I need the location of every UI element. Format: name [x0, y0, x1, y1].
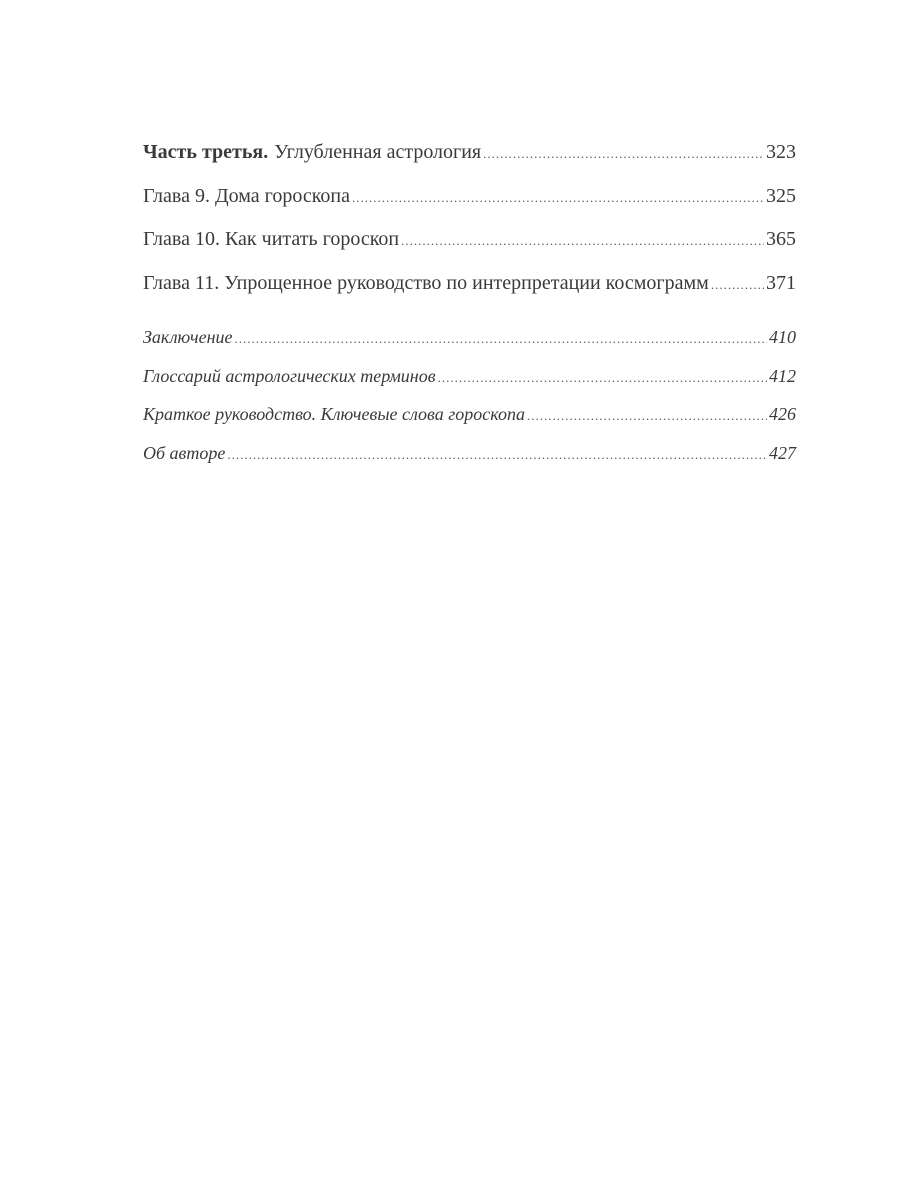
toc-entry-about-author[interactable]	[143, 440, 796, 479]
toc-entry-part-three[interactable]	[143, 137, 796, 181]
dot-leader	[352, 183, 764, 213]
dot-leader	[438, 365, 767, 391]
entry-title: Об авторе	[143, 442, 226, 463]
dot-leader	[483, 139, 764, 169]
toc-entry-conclusion[interactable]	[143, 324, 796, 363]
entry-title: Краткое руководство. Ключевые слова гороскопа	[143, 404, 525, 424]
table-of-contents	[143, 137, 796, 478]
dot-leader	[711, 270, 764, 300]
toc-entry-chapter-10[interactable]	[143, 224, 796, 268]
toc-back-matter-section	[143, 324, 796, 478]
part-label: Часть третья.	[143, 141, 269, 163]
entry-title: Заключение	[143, 327, 233, 347]
toc-entry-chapter-9[interactable]	[143, 181, 796, 225]
page-number: 365	[766, 228, 796, 250]
dot-leader	[235, 326, 768, 352]
entry-title: Глава 10. Как читать гороскоп	[143, 228, 400, 250]
dot-leader	[401, 226, 764, 256]
toc-entry-chapter-11[interactable]	[143, 268, 796, 312]
dot-leader	[227, 442, 767, 468]
page-number: 371	[766, 271, 796, 294]
toc-entry-glossary[interactable]	[143, 363, 796, 402]
toc-main-section	[143, 137, 796, 311]
entry-title: Глоссарий астрологических терминов	[143, 365, 436, 386]
toc-entry-quick-guide[interactable]	[143, 401, 796, 440]
page-number: 412	[769, 365, 796, 386]
page-number: 323	[766, 141, 796, 163]
entry-title: Углубленная астрология	[274, 141, 482, 163]
dot-leader	[527, 403, 767, 429]
page-number: 426	[769, 404, 796, 424]
page-number: 325	[766, 184, 796, 207]
entry-title: Глава 9. Дома гороскопа	[143, 184, 350, 207]
page-number: 410	[769, 327, 796, 347]
page-number: 427	[769, 442, 796, 463]
entry-title: Глава 11. Упрощенное руководство по интерпретации космограмм	[143, 271, 709, 294]
